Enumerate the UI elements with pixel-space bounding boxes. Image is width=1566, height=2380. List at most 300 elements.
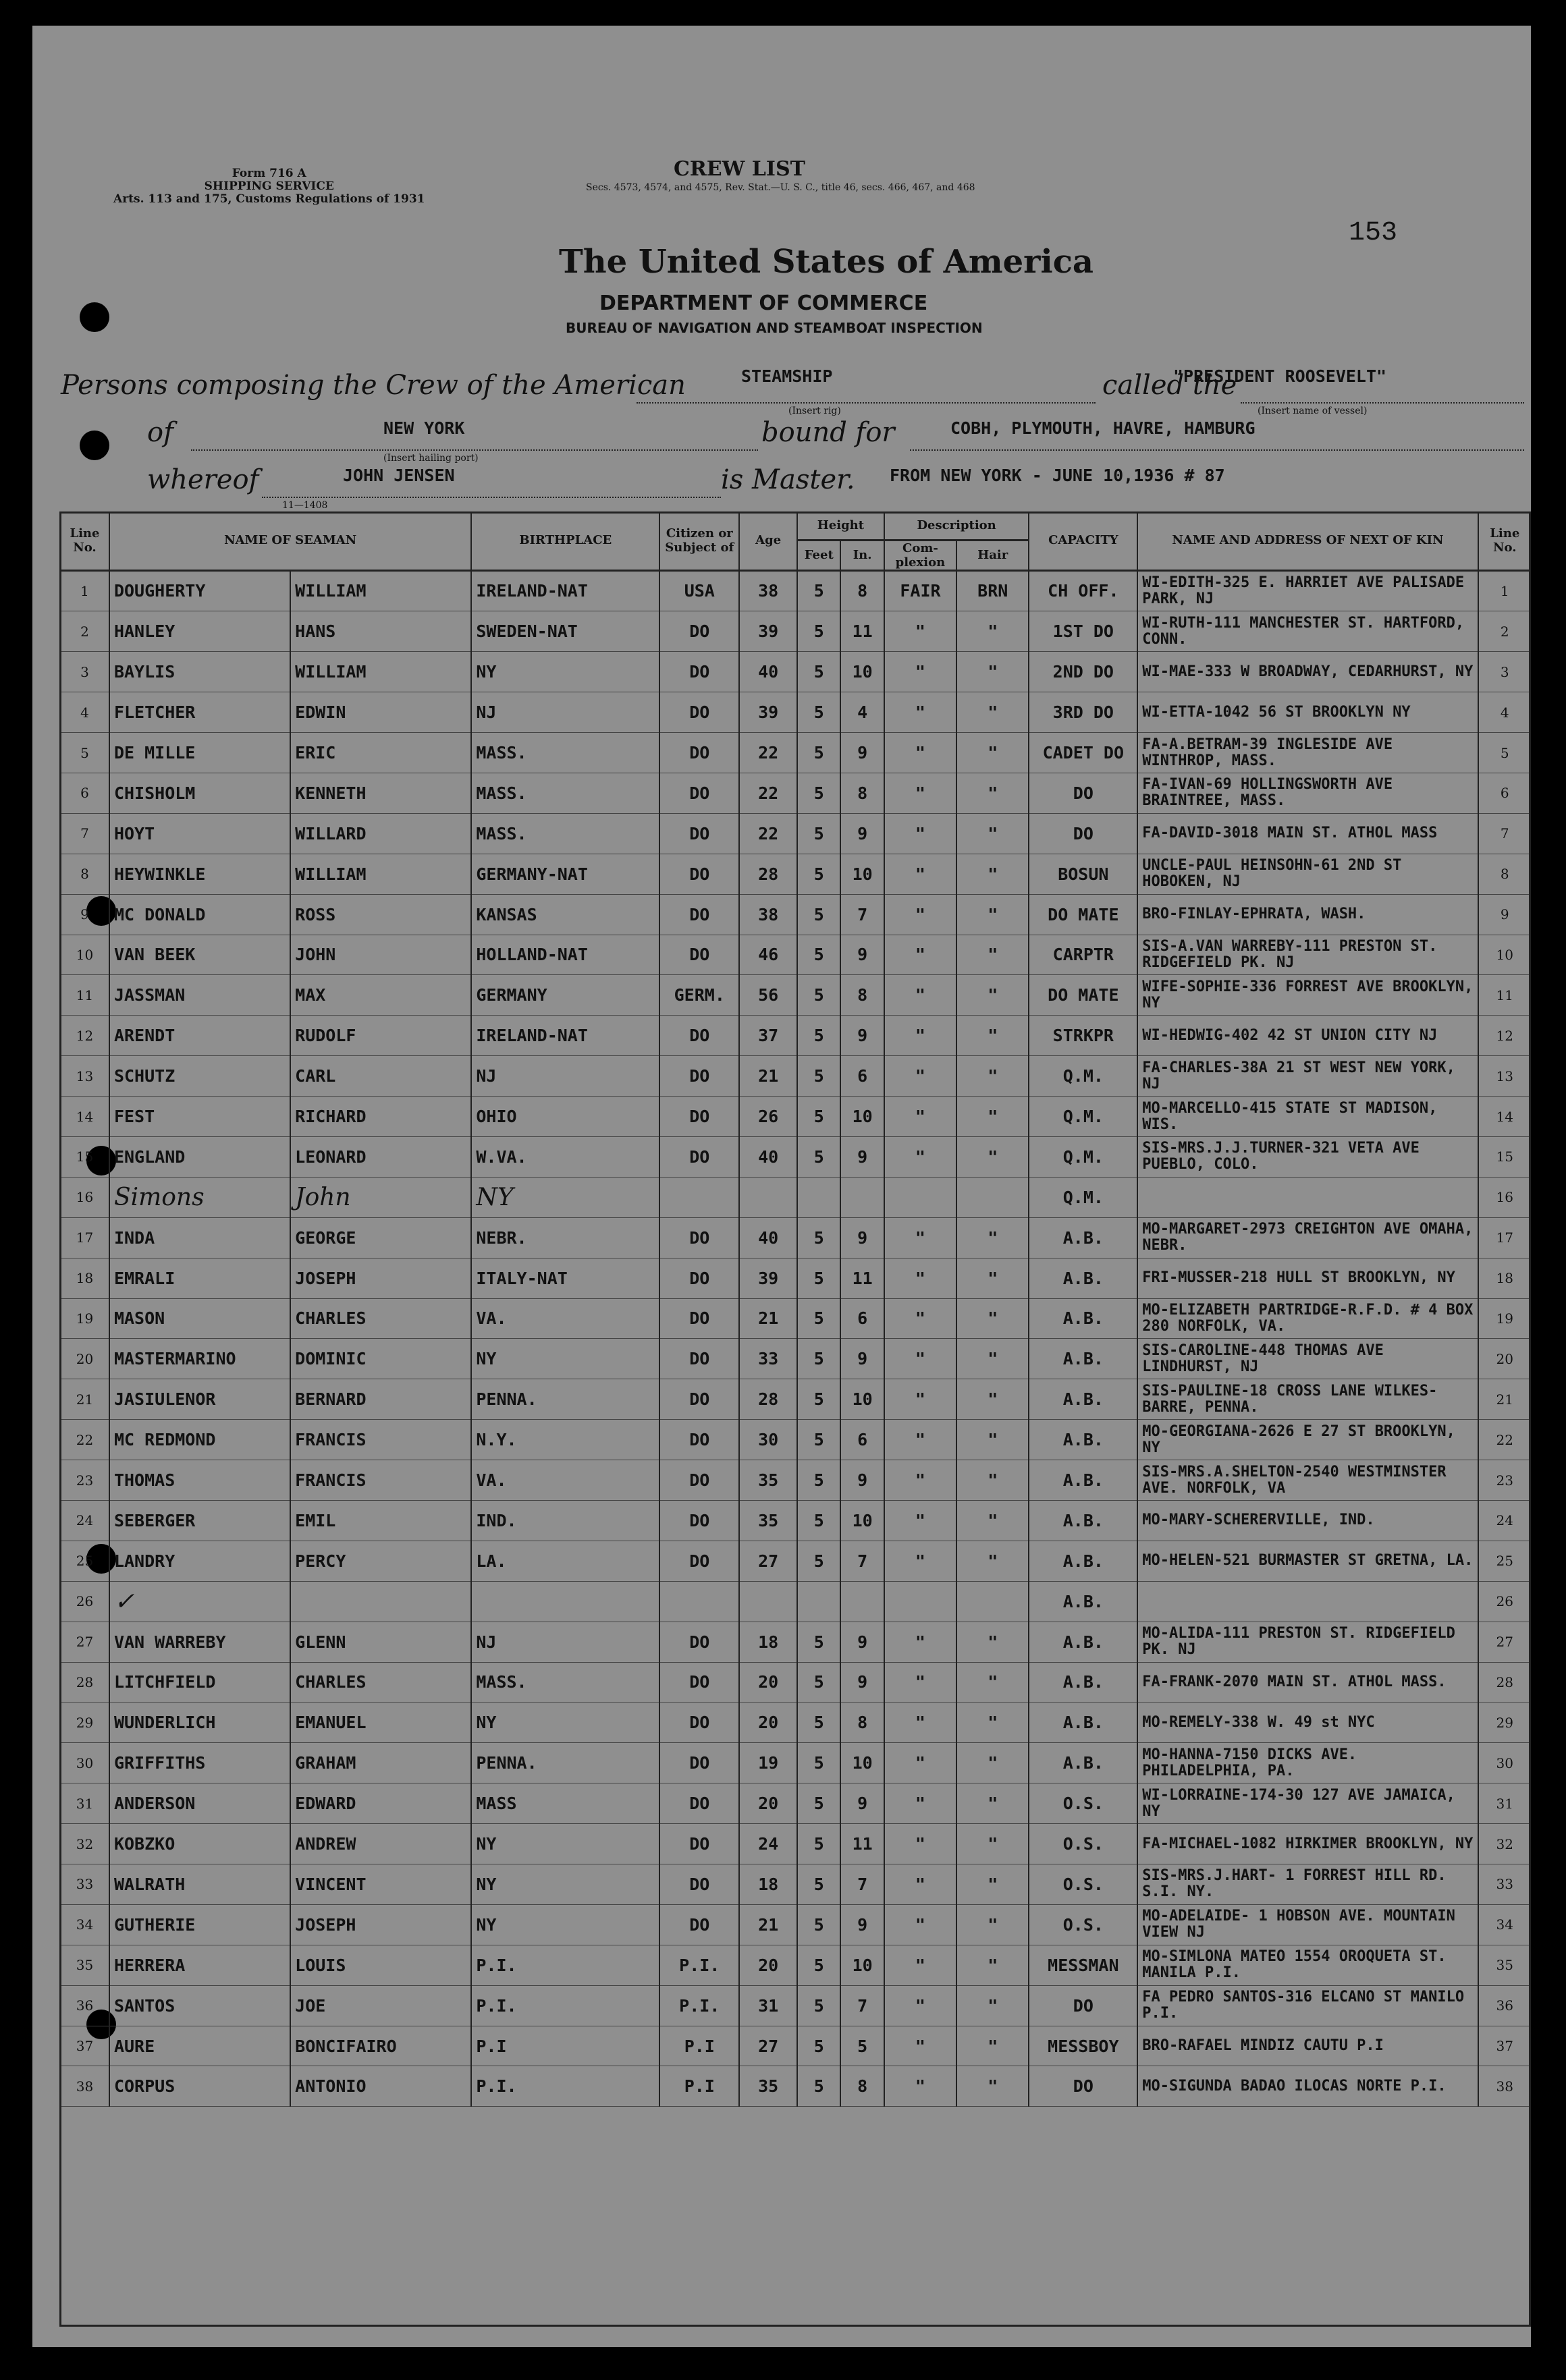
birthplace: IRELAND-NAT (471, 1016, 659, 1056)
line-no-right: 20 (1478, 1339, 1531, 1379)
seaman-last-name: WALRATH (109, 1864, 290, 1905)
line-no-right: 12 (1478, 1016, 1531, 1056)
table-row (60, 1460, 1531, 1501)
age: 46 (739, 935, 797, 975)
height-inches: 4 (840, 692, 884, 733)
hair: " (956, 1824, 1029, 1864)
seaman-last-name: LITCHFIELD (109, 1662, 290, 1703)
complexion: " (884, 894, 956, 935)
table-row (60, 1298, 1531, 1339)
line-no: 22 (60, 1420, 109, 1460)
complexion: " (884, 1864, 956, 1905)
seaman-last-name: SANTOS (109, 1985, 290, 2026)
line-no-right: 23 (1478, 1460, 1531, 1501)
hair: " (956, 1945, 1029, 1985)
line-no-right: 3 (1478, 652, 1531, 692)
birthplace: NY (471, 1339, 659, 1379)
col-age: Age (739, 511, 797, 570)
line-no-right: 34 (1478, 1904, 1531, 1945)
line-no-right: 14 (1478, 1097, 1531, 1137)
punch-hole (80, 431, 109, 460)
line-no-right: 1 (1478, 570, 1531, 611)
next-of-kin: MO-ALIDA-111 PRESTON ST. RIDGEFIELD PK. NJ (1137, 1622, 1478, 1662)
hair: " (956, 1056, 1029, 1097)
birthplace: VA. (471, 1460, 659, 1501)
height-feet: 5 (797, 1945, 840, 1985)
seaman-last-name: MC REDMOND (109, 1420, 290, 1460)
whereof-label: whereof (147, 464, 259, 495)
port-line (191, 449, 758, 451)
of-label: of (147, 417, 173, 448)
height-feet: 5 (797, 1460, 840, 1501)
line-no: 1 (60, 570, 109, 611)
line-no: 26 (60, 1581, 109, 1622)
seaman-last-name: INDA (109, 1217, 290, 1258)
age: 22 (739, 813, 797, 854)
height-feet: 5 (797, 935, 840, 975)
capacity: Q.M. (1029, 1136, 1137, 1177)
birthplace: MASS. (471, 1662, 659, 1703)
seaman-first-name: EDWIN (290, 692, 471, 733)
height-inches: 9 (840, 1339, 884, 1379)
line-no-right: 29 (1478, 1703, 1531, 1743)
seaman-first-name: GLENN (290, 1622, 471, 1662)
capacity: O.S. (1029, 1904, 1137, 1945)
height-inches: 8 (840, 2066, 884, 2107)
birthplace: NY (471, 1824, 659, 1864)
hair: " (956, 1985, 1029, 2026)
next-of-kin: FA-A.BETRAM-39 INGLESIDE AVE WINTHROP, MASS. (1137, 733, 1478, 773)
table-row (60, 1016, 1531, 1056)
seaman-last-name: HEYWINKLE (109, 854, 290, 894)
citizenship: DO (659, 611, 739, 652)
col-kin: NAME AND ADDRESS OF NEXT OF KIN (1137, 511, 1478, 570)
citizenship: DO (659, 1136, 739, 1177)
birthplace: KANSAS (471, 894, 659, 935)
height-feet: 5 (797, 1703, 840, 1743)
hair: " (956, 692, 1029, 733)
line-no-right: 28 (1478, 1662, 1531, 1703)
seaman-last-name: SCHUTZ (109, 1056, 290, 1097)
capacity: DO MATE (1029, 975, 1137, 1016)
citizenship: P.I. (659, 1985, 739, 2026)
birthplace: P.I. (471, 1945, 659, 1985)
next-of-kin: WI-MAE-333 W BROADWAY, CEDARHURST, NY (1137, 652, 1478, 692)
seaman-first-name: JOSEPH (290, 1904, 471, 1945)
age: 27 (739, 2026, 797, 2066)
line-no-right: 38 (1478, 2066, 1531, 2107)
age: 39 (739, 692, 797, 733)
col-citizen: Citizen or Subject of (659, 511, 739, 570)
citizenship: DO (659, 854, 739, 894)
height-inches: 11 (840, 611, 884, 652)
table-row (60, 975, 1531, 1016)
line-no-right: 8 (1478, 854, 1531, 894)
age: 40 (739, 652, 797, 692)
seaman-last-name: MASTERMARINO (109, 1339, 290, 1379)
bureau-heading: BUREAU OF NAVIGATION AND STEAMBOAT INSPECTION (566, 320, 983, 336)
complexion: FAIR (884, 570, 956, 611)
height-feet: 5 (797, 1217, 840, 1258)
height-feet: 5 (797, 692, 840, 733)
seaman-first-name: CHARLES (290, 1298, 471, 1339)
citizenship (659, 1581, 739, 1622)
line-no: 21 (60, 1379, 109, 1420)
capacity: A.B. (1029, 1581, 1137, 1622)
hair: " (956, 1097, 1029, 1137)
destination: COBH, PLYMOUTH, HAVRE, HAMBURG (950, 418, 1256, 438)
bound-for-label: bound for (761, 417, 895, 448)
citizenship: DO (659, 1662, 739, 1703)
next-of-kin: MO-SIMLONA MATEO 1554 OROQUETA ST. MANILA P.I. (1137, 1945, 1478, 1985)
complexion: " (884, 1985, 956, 2026)
seaman-last-name: Simons (109, 1177, 290, 1217)
next-of-kin: FA-IVAN-69 HOLLINGSWORTH AVE BRAINTREE, MASS. (1137, 773, 1478, 813)
line-no: 24 (60, 1500, 109, 1541)
col-hair: Hair (956, 540, 1029, 570)
height-inches: 7 (840, 1864, 884, 1905)
line-no-right: 26 (1478, 1581, 1531, 1622)
hair: " (956, 733, 1029, 773)
next-of-kin: MO-ELIZABETH PARTRIDGE-R.F.D. # 4 BOX 280 NORFOLK, VA. (1137, 1298, 1478, 1339)
line-no: 31 (60, 1783, 109, 1824)
line-no: 15 (60, 1136, 109, 1177)
birthplace: ITALY-NAT (471, 1258, 659, 1298)
complexion: " (884, 1136, 956, 1177)
citizenship: DO (659, 1622, 739, 1662)
age: 22 (739, 733, 797, 773)
punch-hole (80, 302, 109, 332)
birthplace: NY (471, 1177, 659, 1217)
citizenship: GERM. (659, 975, 739, 1016)
hair: " (956, 1460, 1029, 1501)
height-feet: 5 (797, 1783, 840, 1824)
citizenship: DO (659, 733, 739, 773)
citizenship: P.I (659, 2066, 739, 2107)
complexion: " (884, 1703, 956, 1743)
line-no-right: 10 (1478, 935, 1531, 975)
height-feet: 5 (797, 1339, 840, 1379)
age: 35 (739, 2066, 797, 2107)
capacity: A.B. (1029, 1339, 1137, 1379)
line-no-right: 24 (1478, 1500, 1531, 1541)
table-row (60, 1904, 1531, 1945)
capacity: BOSUN (1029, 854, 1137, 894)
capacity: A.B. (1029, 1217, 1137, 1258)
complexion: " (884, 1056, 956, 1097)
next-of-kin: SIS-MRS.J.J.TURNER-321 VETA AVE PUEBLO, COLO. (1137, 1136, 1478, 1177)
col-name: NAME OF SEAMAN (109, 511, 471, 570)
line-no-right: 11 (1478, 975, 1531, 1016)
age: 56 (739, 975, 797, 1016)
height-inches: 6 (840, 1420, 884, 1460)
capacity: A.B. (1029, 1379, 1137, 1420)
capacity: O.S. (1029, 1783, 1137, 1824)
age: 18 (739, 1864, 797, 1905)
age: 21 (739, 1904, 797, 1945)
height-inches: 6 (840, 1056, 884, 1097)
col-birthplace: BIRTHPLACE (471, 511, 659, 570)
hair: " (956, 1217, 1029, 1258)
birthplace: NY (471, 652, 659, 692)
seaman-last-name: ARENDT (109, 1016, 290, 1056)
age: 24 (739, 1824, 797, 1864)
next-of-kin: WI-RUTH-111 MANCHESTER ST. HARTFORD, CONN. (1137, 611, 1478, 652)
document-title: CREW LIST (674, 157, 805, 181)
age: 40 (739, 1136, 797, 1177)
citizenship: DO (659, 1339, 739, 1379)
height-inches: 8 (840, 773, 884, 813)
col-capacity: CAPACITY (1029, 511, 1137, 570)
complexion: " (884, 854, 956, 894)
capacity: O.S. (1029, 1824, 1137, 1864)
hair: " (956, 1783, 1029, 1824)
citizenship: DO (659, 1703, 739, 1743)
table-row (60, 1379, 1531, 1420)
seaman-last-name: JASIULENOR (109, 1379, 290, 1420)
hair: " (956, 1541, 1029, 1581)
capacity: A.B. (1029, 1743, 1137, 1783)
seaman-first-name: KENNETH (290, 773, 471, 813)
line-no: 37 (60, 2026, 109, 2066)
age: 30 (739, 1420, 797, 1460)
hair: " (956, 773, 1029, 813)
line-no-right: 5 (1478, 733, 1531, 773)
line-no-right: 4 (1478, 692, 1531, 733)
hair: " (956, 1864, 1029, 1905)
seaman-first-name: CHARLES (290, 1662, 471, 1703)
birthplace: NY (471, 1864, 659, 1905)
citizenship: DO (659, 935, 739, 975)
seaman-last-name: AURE (109, 2026, 290, 2066)
citizenship: DO (659, 1783, 739, 1824)
line-no: 29 (60, 1703, 109, 1743)
height-inches: 8 (840, 1703, 884, 1743)
height-inches: 10 (840, 1097, 884, 1137)
seaman-first-name (290, 1581, 471, 1622)
next-of-kin: MO-MARGARET-2973 CREIGHTON AVE OMAHA, NEBR. (1137, 1217, 1478, 1258)
seaman-first-name: LEONARD (290, 1136, 471, 1177)
line-no-right: 37 (1478, 2026, 1531, 2066)
capacity: A.B. (1029, 1298, 1137, 1339)
birthplace: N.Y. (471, 1420, 659, 1460)
height-inches: 10 (840, 1743, 884, 1783)
line-no-right: 30 (1478, 1743, 1531, 1783)
seaman-last-name: FLETCHER (109, 692, 290, 733)
hair (956, 1177, 1029, 1217)
height-feet: 5 (797, 1904, 840, 1945)
citizenship: DO (659, 1824, 739, 1864)
line-no: 38 (60, 2066, 109, 2107)
print-code: 11—1408 (282, 500, 328, 511)
line-no-right: 6 (1478, 773, 1531, 813)
line-no: 5 (60, 733, 109, 773)
master-name: JOHN JENSEN (343, 466, 455, 485)
seaman-first-name: GRAHAM (290, 1743, 471, 1783)
birthplace: NJ (471, 1056, 659, 1097)
height-feet: 5 (797, 854, 840, 894)
next-of-kin: MO-ADELAIDE- 1 HOBSON AVE. MOUNTAIN VIEW NJ (1137, 1904, 1478, 1945)
seaman-first-name: WILLIAM (290, 854, 471, 894)
age: 21 (739, 1298, 797, 1339)
table-row (60, 1339, 1531, 1379)
height-feet: 5 (797, 1258, 840, 1298)
next-of-kin: FA-DAVID-3018 MAIN ST. ATHOL MASS (1137, 813, 1478, 854)
form-service: SHIPPING SERVICE (204, 179, 334, 193)
seaman-last-name: VAN BEEK (109, 935, 290, 975)
table-row (60, 652, 1531, 692)
capacity: DO (1029, 2066, 1137, 2107)
capacity: A.B. (1029, 1460, 1137, 1501)
height-inches: 7 (840, 1985, 884, 2026)
destination-line (910, 449, 1524, 451)
capacity: STRKPR (1029, 1016, 1137, 1056)
next-of-kin: WI-ETTA-1042 56 ST BROOKLYN NY (1137, 692, 1478, 733)
height-feet: 5 (797, 652, 840, 692)
hair: " (956, 652, 1029, 692)
citizenship: DO (659, 813, 739, 854)
age: 20 (739, 1703, 797, 1743)
age: 35 (739, 1500, 797, 1541)
line-no-right: 16 (1478, 1177, 1531, 1217)
rig-value: STEAMSHIP (741, 366, 833, 386)
birthplace: SWEDEN-NAT (471, 611, 659, 652)
line-no: 10 (60, 935, 109, 975)
height-feet: 5 (797, 894, 840, 935)
rig-note: (Insert rig) (788, 406, 841, 416)
height-feet: 5 (797, 570, 840, 611)
age: 28 (739, 854, 797, 894)
hair: " (956, 1743, 1029, 1783)
citizenship: DO (659, 1743, 739, 1783)
height-inches: 9 (840, 733, 884, 773)
seaman-last-name: CORPUS (109, 2066, 290, 2107)
table-row (60, 1703, 1531, 1743)
table-row (60, 1258, 1531, 1298)
age: 39 (739, 611, 797, 652)
height-feet: 5 (797, 1379, 840, 1420)
next-of-kin: MO-GEORGIANA-2626 E 27 ST BROOKLYN, NY (1137, 1420, 1478, 1460)
citizenship: DO (659, 1460, 739, 1501)
height-feet (797, 1581, 840, 1622)
seaman-first-name: JOSEPH (290, 1258, 471, 1298)
seaman-last-name: DE MILLE (109, 733, 290, 773)
hair: " (956, 611, 1029, 652)
complexion: " (884, 652, 956, 692)
line-no-right: 2 (1478, 611, 1531, 652)
height-feet: 5 (797, 1298, 840, 1339)
hair: " (956, 854, 1029, 894)
hair: " (956, 1379, 1029, 1420)
complexion: " (884, 935, 956, 975)
line-no: 11 (60, 975, 109, 1016)
age: 20 (739, 1662, 797, 1703)
line-no-right: 13 (1478, 1056, 1531, 1097)
birthplace (471, 1581, 659, 1622)
seaman-last-name: ANDERSON (109, 1783, 290, 1824)
citizenship (659, 1177, 739, 1217)
age: 35 (739, 1460, 797, 1501)
seaman-last-name: MC DONALD (109, 894, 290, 935)
complexion: " (884, 1622, 956, 1662)
citizenship: DO (659, 692, 739, 733)
form-number-block (113, 167, 425, 206)
age: 22 (739, 773, 797, 813)
height-inches: 6 (840, 1298, 884, 1339)
seaman-first-name: BONCIFAIRO (290, 2026, 471, 2066)
height-inches: 9 (840, 1662, 884, 1703)
birthplace: P.I (471, 2026, 659, 2066)
seaman-first-name: VINCENT (290, 1864, 471, 1905)
seaman-last-name: GRIFFITHS (109, 1743, 290, 1783)
citizenship: DO (659, 1097, 739, 1137)
table-row (60, 1783, 1531, 1824)
line-no: 13 (60, 1056, 109, 1097)
next-of-kin: BRO-FINLAY-EPHRATA, WASH. (1137, 894, 1478, 935)
line-no: 23 (60, 1460, 109, 1501)
seaman-first-name: BERNARD (290, 1379, 471, 1420)
citizenship: DO (659, 1541, 739, 1581)
line-no: 19 (60, 1298, 109, 1339)
complexion: " (884, 1662, 956, 1703)
col-complexion: Com- plexion (884, 540, 956, 570)
seaman-last-name: CHISHOLM (109, 773, 290, 813)
complexion: " (884, 2026, 956, 2066)
line-no: 9 (60, 894, 109, 935)
birthplace: OHIO (471, 1097, 659, 1137)
age: 19 (739, 1743, 797, 1783)
capacity: Q.M. (1029, 1097, 1137, 1137)
line-no: 18 (60, 1258, 109, 1298)
complexion: " (884, 1500, 956, 1541)
seaman-last-name: HERRERA (109, 1945, 290, 1985)
height-feet: 5 (797, 773, 840, 813)
next-of-kin: WI-HEDWIG-402 42 ST UNION CITY NJ (1137, 1016, 1478, 1056)
port-note: (Insert hailing port) (383, 453, 479, 464)
seaman-first-name: EMANUEL (290, 1703, 471, 1743)
form-articles: Arts. 113 and 175, Customs Regulations of 1931 (113, 192, 425, 206)
complexion: " (884, 1783, 956, 1824)
next-of-kin: FA-CHARLES-38A 21 ST WEST NEW YORK, NJ (1137, 1056, 1478, 1097)
table-row (60, 570, 1531, 611)
seaman-first-name: ERIC (290, 733, 471, 773)
complexion: " (884, 692, 956, 733)
table-row (60, 1056, 1531, 1097)
hair: " (956, 1622, 1029, 1662)
age: 27 (739, 1541, 797, 1581)
citizenship: USA (659, 570, 739, 611)
line-no: 20 (60, 1339, 109, 1379)
complexion: " (884, 1217, 956, 1258)
capacity: DO MATE (1029, 894, 1137, 935)
height-feet: 5 (797, 1056, 840, 1097)
line-no: 7 (60, 813, 109, 854)
seaman-first-name: MAX (290, 975, 471, 1016)
height-inches: 9 (840, 1622, 884, 1662)
birthplace: HOLLAND-NAT (471, 935, 659, 975)
vessel-name: "PRESIDENT ROOSEVELT" (1173, 366, 1387, 386)
hair: " (956, 1420, 1029, 1460)
citizenship: DO (659, 1420, 739, 1460)
complexion (884, 1177, 956, 1217)
master-line (262, 497, 721, 498)
table-row (60, 1824, 1531, 1864)
birthplace: MASS. (471, 813, 659, 854)
hair: " (956, 935, 1029, 975)
birthplace: NEBR. (471, 1217, 659, 1258)
line-no: 25 (60, 1541, 109, 1581)
next-of-kin: WI-LORRAINE-174-30 127 AVE JAMAICA, NY (1137, 1783, 1478, 1824)
